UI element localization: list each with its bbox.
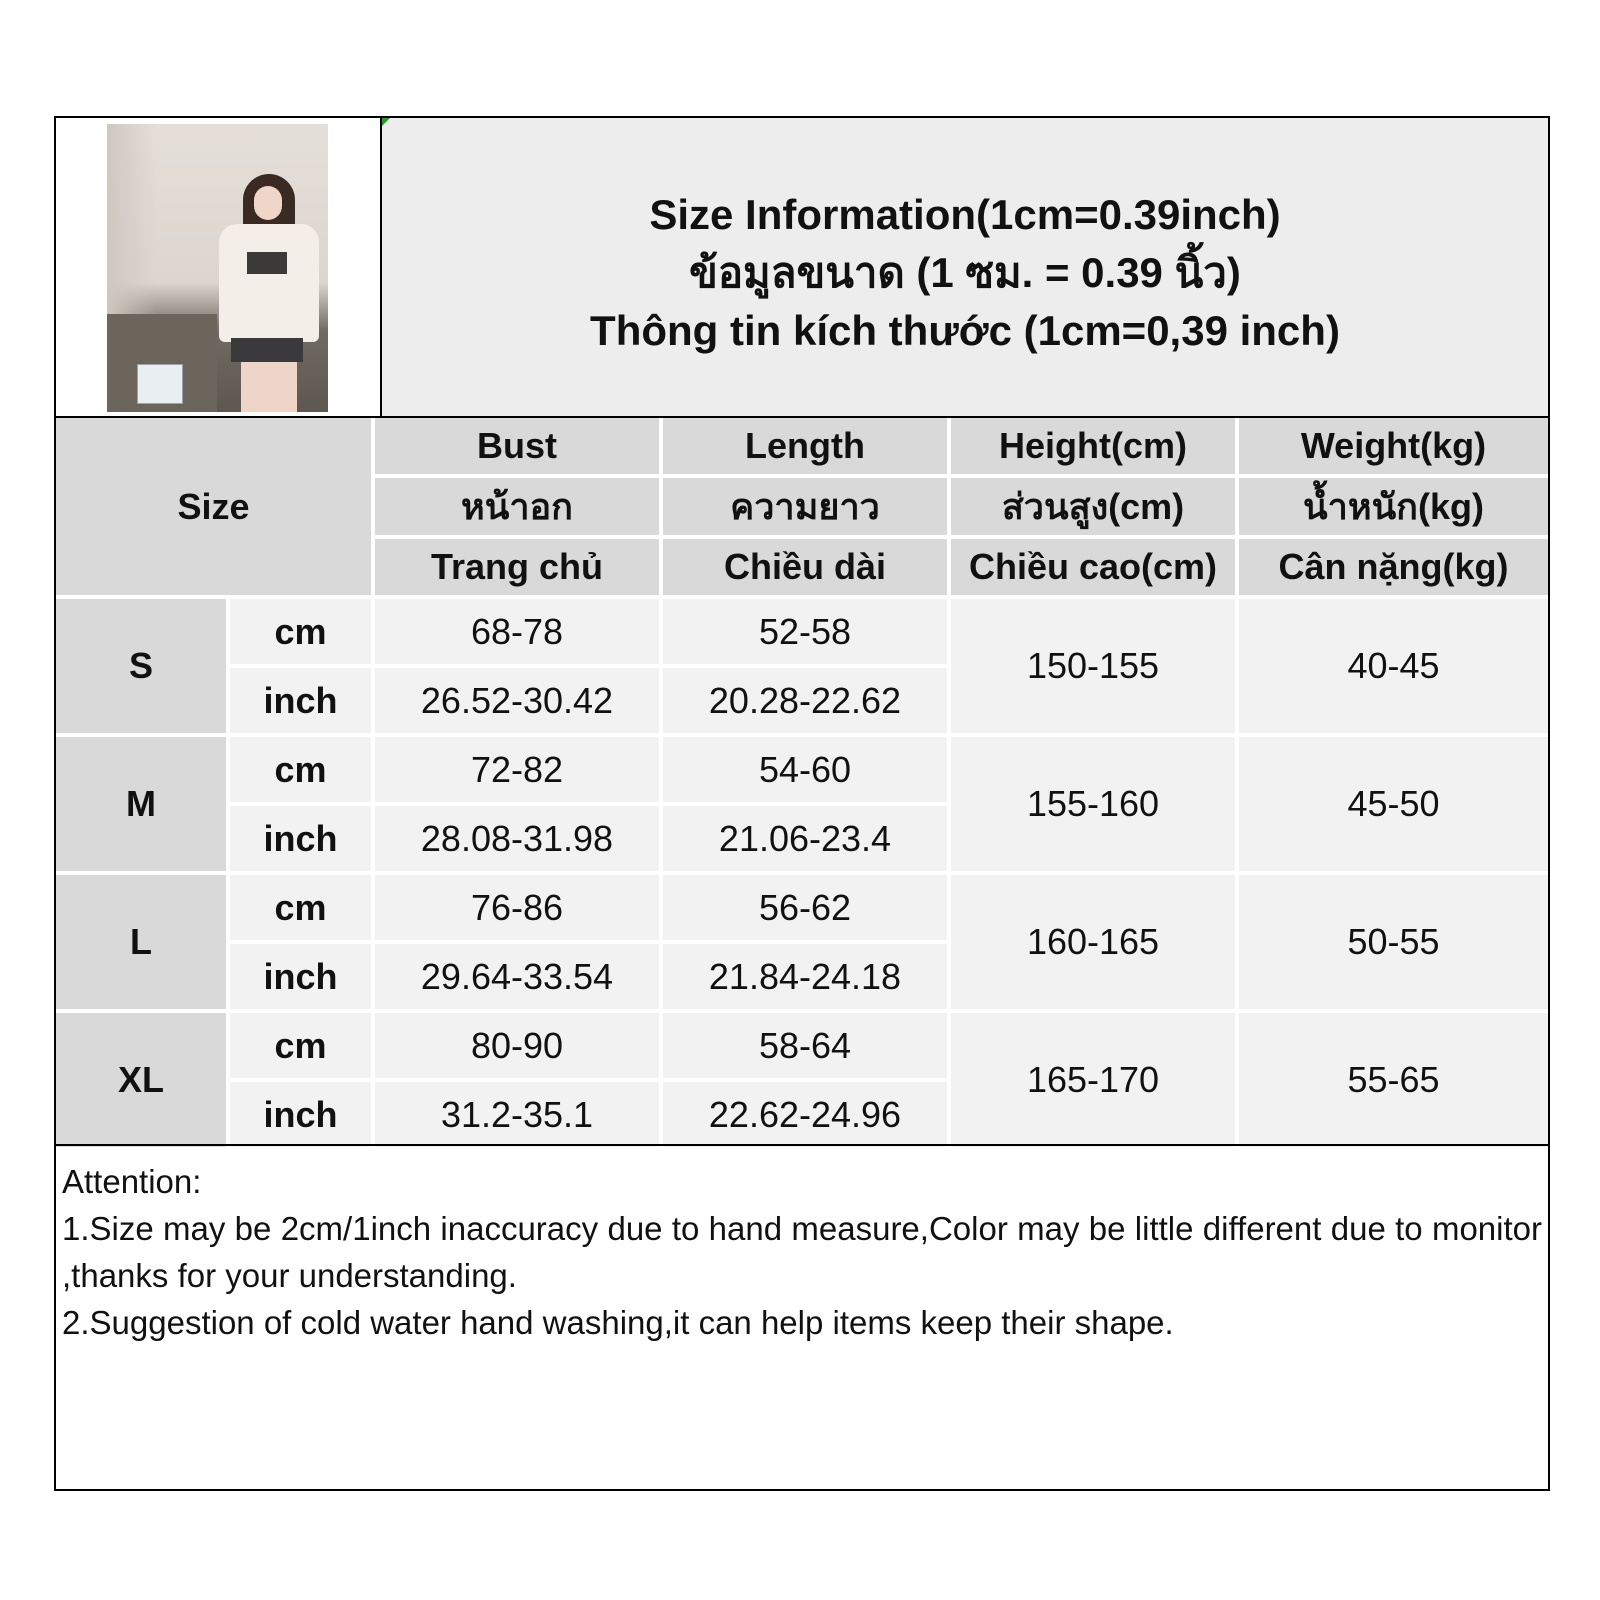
attention-notes — [62, 1158, 1542, 1346]
photo-top-print — [247, 252, 287, 274]
bust-inch-value: 31.2-35.1 — [375, 1082, 663, 1151]
col-height-th: ส่วนสูง(cm) — [951, 478, 1239, 539]
weight-value: 50-55 — [1239, 875, 1548, 1013]
col-weight-th: น้ำหนัก(kg) — [1239, 478, 1548, 539]
col-length-vi: Chiều dài — [663, 539, 951, 599]
photo-wall-shadow — [107, 124, 157, 324]
length-inch-value: 21.06-23.4 — [663, 806, 951, 875]
col-weight-vi: Cân nặng(kg) — [1239, 539, 1548, 599]
photo-model-face — [254, 186, 282, 220]
col-length-en: Length — [663, 418, 951, 478]
col-height-en: Height(cm) — [951, 418, 1239, 478]
length-inch-value: 20.28-22.62 — [663, 668, 951, 737]
table-row-s-cm — [56, 599, 1548, 668]
product-photo-cell — [56, 118, 382, 418]
weight-value: 45-50 — [1239, 737, 1548, 875]
height-value: 150-155 — [951, 599, 1239, 737]
weight-value: 40-45 — [1239, 599, 1548, 737]
bust-cm-value: 72-82 — [375, 737, 663, 806]
length-cm-value: 54-60 — [663, 737, 951, 806]
weight-value: 55-65 — [1239, 1013, 1548, 1151]
size-label: XL — [56, 1013, 230, 1151]
height-value: 155-160 — [951, 737, 1239, 875]
attention-note-2: 2.Suggestion of cold water hand washing,it can help items keep their shape. — [62, 1304, 1174, 1341]
bust-inch-value: 26.52-30.42 — [375, 668, 663, 737]
title-english: Size Information(1cm=0.39inch) — [649, 191, 1281, 238]
length-cm-value: 52-58 — [663, 599, 951, 668]
unit-cm: cm — [230, 737, 375, 806]
photo-model-skirt — [231, 338, 303, 362]
unit-inch: inch — [230, 806, 375, 875]
product-photo — [107, 124, 328, 412]
attention-note-1: 1.Size may be 2cm/1inch inaccuracy due to hand measure,Color may be little different due to monitor ,thanks for your understanding. — [62, 1210, 1542, 1294]
unit-cm: cm — [230, 1013, 375, 1082]
title-cell — [382, 118, 1548, 418]
size-header: Size — [56, 418, 375, 599]
bust-cm-value: 80-90 — [375, 1013, 663, 1082]
table-row-m-cm — [56, 737, 1548, 806]
bust-cm-value: 68-78 — [375, 599, 663, 668]
col-bust-vi: Trang chủ — [375, 539, 663, 599]
table-bottom-divider — [56, 1144, 1548, 1146]
height-value: 165-170 — [951, 1013, 1239, 1151]
photo-laptop — [137, 364, 183, 404]
col-weight-en: Weight(kg) — [1239, 418, 1548, 478]
table-row-l-cm — [56, 875, 1548, 944]
size-label: L — [56, 875, 230, 1013]
size-chart-sheet — [54, 116, 1550, 1491]
col-bust-en: Bust — [375, 418, 663, 478]
table-row-xl-cm — [56, 1013, 1548, 1082]
size-label: S — [56, 599, 230, 737]
height-value: 160-165 — [951, 875, 1239, 1013]
photo-model-top — [219, 224, 319, 342]
unit-inch: inch — [230, 944, 375, 1013]
unit-cm: cm — [230, 599, 375, 668]
unit-inch: inch — [230, 1082, 375, 1151]
table-header-row-en — [56, 418, 1548, 478]
title-vietnamese: Thông tin kích thước (1cm=0,39 inch) — [590, 307, 1340, 354]
photo-model-legs — [241, 362, 297, 412]
col-height-vi: Chiều cao(cm) — [951, 539, 1239, 599]
attention-heading: Attention: — [62, 1163, 202, 1200]
length-cm-value: 56-62 — [663, 875, 951, 944]
length-cm-value: 58-64 — [663, 1013, 951, 1082]
col-bust-th: หน้าอก — [375, 478, 663, 539]
unit-inch: inch — [230, 668, 375, 737]
length-inch-value: 22.62-24.96 — [663, 1082, 951, 1151]
size-table — [56, 418, 1548, 1151]
bust-inch-value: 28.08-31.98 — [375, 806, 663, 875]
cell-corner-mark — [382, 118, 390, 126]
col-length-th: ความยาว — [663, 478, 951, 539]
bust-cm-value: 76-86 — [375, 875, 663, 944]
unit-cm: cm — [230, 875, 375, 944]
bust-inch-value: 29.64-33.54 — [375, 944, 663, 1013]
title-thai: ข้อมูลขนาด (1 ซม. = 0.39 นิ้ว) — [689, 249, 1241, 296]
length-inch-value: 21.84-24.18 — [663, 944, 951, 1013]
size-label: M — [56, 737, 230, 875]
